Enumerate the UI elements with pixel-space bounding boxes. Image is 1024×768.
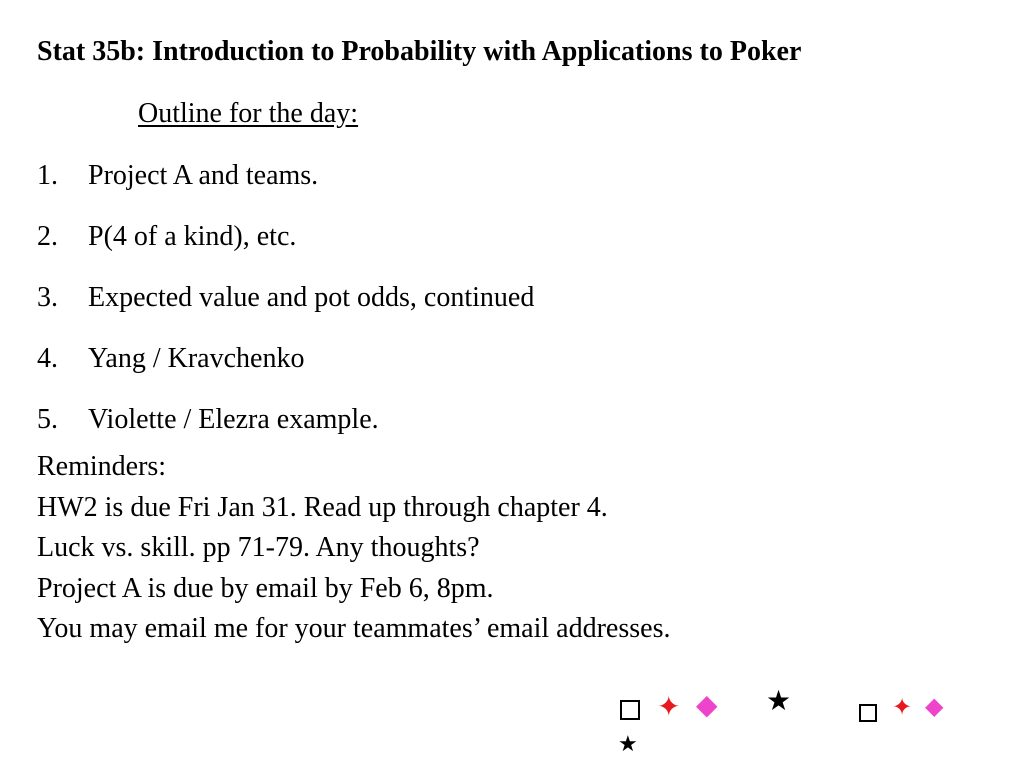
reminder-line: HW2 is due Fri Jan 31. Read up through chapter 4. (37, 491, 608, 523)
outline-text: Expected value and pot odds, continued (88, 282, 535, 313)
outline-number: 1. (37, 160, 58, 191)
outline-number: 2. (37, 221, 58, 252)
reminder-line: You may email me for your teammates’ email addresses. (37, 613, 671, 644)
outline-number: 3. (37, 282, 58, 313)
spade-outline-icon (859, 697, 877, 725)
reminders-heading: Reminders: (37, 451, 167, 482)
outline-number: 5. (37, 404, 58, 435)
outline-text: Yang / Kravchenko (88, 343, 305, 374)
outline-number: 4. (37, 343, 58, 374)
outline-item (37, 343, 534, 404)
outline-text: Project A and teams. (88, 160, 319, 191)
outline-text: Violette / Elezra example. (88, 404, 379, 435)
slide-title: Stat 35b: Introduction to Probability with Applications to Poker (37, 36, 802, 67)
club-icon: ★ (618, 731, 638, 756)
outline-item (37, 221, 534, 282)
diamond-icon: ◆ (925, 694, 944, 720)
heart-icon: ✦ (657, 692, 681, 723)
reminder-line: Luck vs. skill. pp 71-79. Any thoughts? (37, 532, 480, 563)
outline-text: P(4 of a kind), etc. (88, 221, 297, 252)
club-icon: ★ (766, 686, 792, 717)
heart-icon: ✦ (892, 695, 913, 721)
spade-outline-icon (620, 694, 640, 722)
outline-heading: Outline for the day: (138, 98, 359, 129)
outline-item (37, 282, 534, 343)
outline-item (37, 160, 534, 221)
diamond-icon: ◆ (696, 690, 718, 721)
reminders-block (37, 447, 670, 650)
reminder-line: Project A is due by email by Feb 6, 8pm. (37, 572, 494, 604)
outline-list (37, 160, 534, 465)
